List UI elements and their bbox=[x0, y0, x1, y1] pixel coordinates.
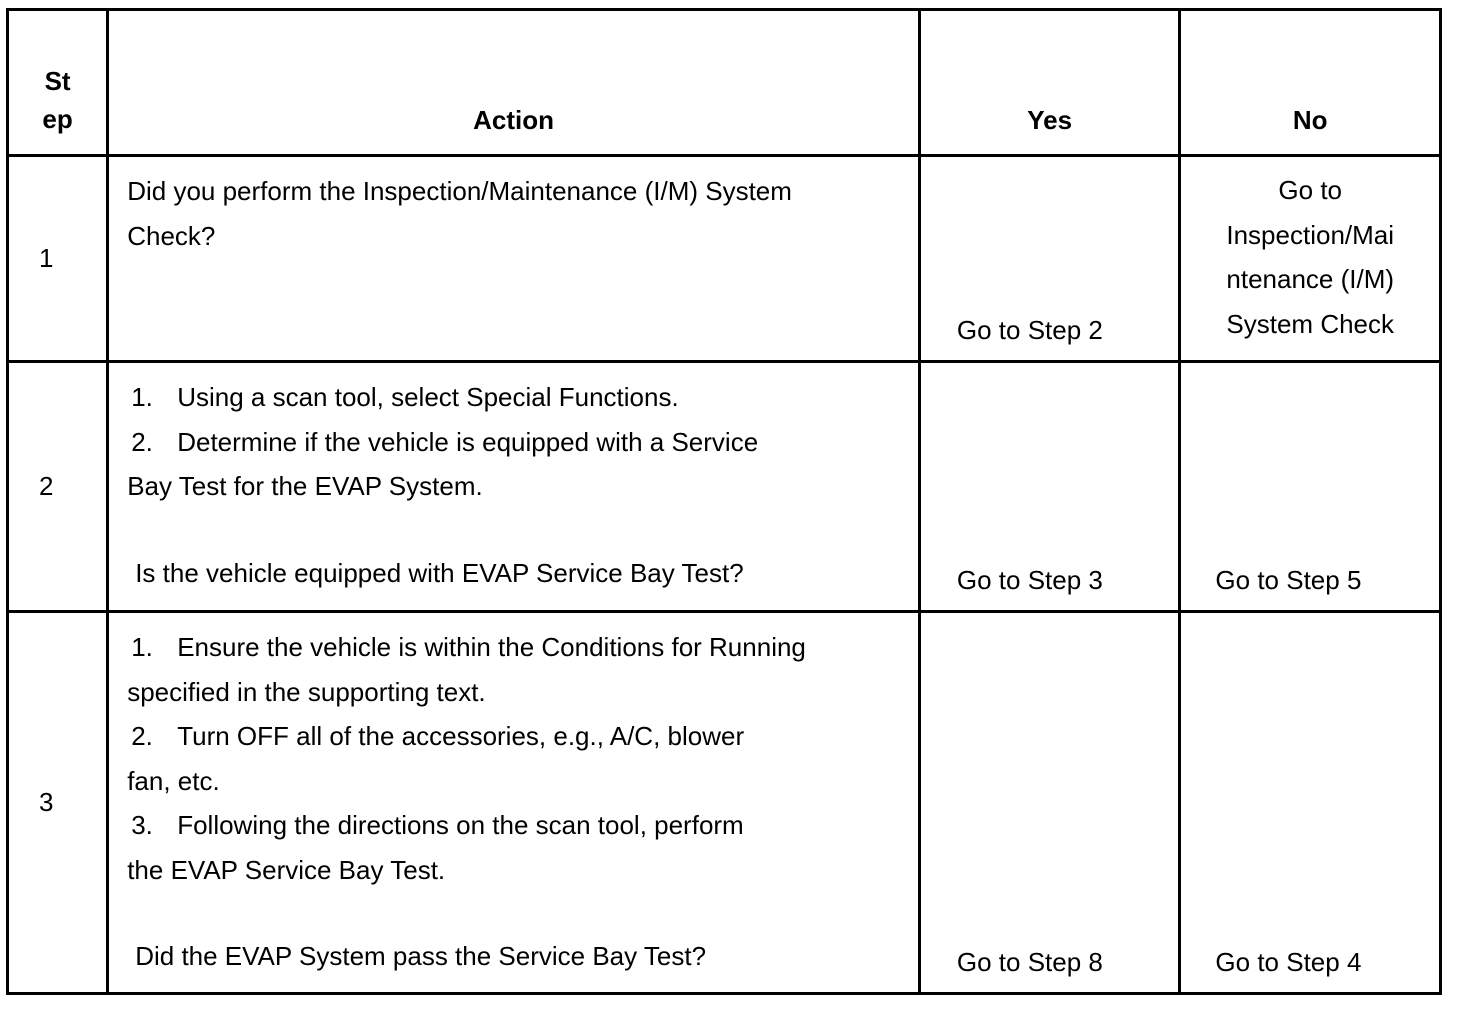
action-cell bbox=[108, 156, 920, 362]
no-cell: Go to Step 5 bbox=[1180, 362, 1441, 612]
yes-cell: Go to Step 8 bbox=[919, 612, 1180, 994]
step-number: 3 bbox=[8, 612, 108, 994]
list-item-text: Using a scan tool, select Special Functions. bbox=[177, 382, 679, 412]
list-item-number: 1. bbox=[131, 632, 153, 662]
action-question: Did the EVAP System pass the Service Bay Test? bbox=[135, 941, 707, 971]
action-cell bbox=[108, 612, 920, 994]
list-item-text: Determine if the vehicle is equipped with a Service bbox=[177, 426, 759, 457]
list-item-number: 3. bbox=[131, 810, 153, 840]
diagnostic-table bbox=[6, 8, 1442, 995]
header-yes: Yes bbox=[919, 10, 1180, 156]
no-line: Inspection/Mai bbox=[1226, 219, 1395, 250]
list-item-number: 2. bbox=[131, 426, 153, 457]
table-row bbox=[8, 156, 1441, 362]
list-item bbox=[127, 625, 918, 670]
list-item-continuation: Bay Test for the EVAP System. bbox=[127, 471, 483, 501]
list-item-text: Ensure the vehicle is within the Conditions for Running bbox=[177, 632, 806, 662]
step-number: 1 bbox=[8, 156, 108, 362]
action-line: Check? bbox=[127, 220, 216, 251]
yes-cell: Go to Step 2 bbox=[919, 156, 1180, 362]
list-item-number: 2. bbox=[131, 721, 153, 751]
list-item bbox=[127, 714, 918, 759]
no-cell bbox=[1180, 156, 1441, 362]
step-number: 2 bbox=[8, 362, 108, 612]
list-item-continuation: specified in the supporting text. bbox=[127, 676, 486, 707]
header-step-line1: St bbox=[44, 66, 71, 96]
table-row bbox=[8, 362, 1441, 612]
list-item-text: Turn OFF all of the accessories, e.g., A/C, blower bbox=[177, 721, 745, 751]
no-cell: Go to Step 4 bbox=[1180, 612, 1441, 994]
action-question: Is the vehicle equipped with EVAP Service Bay Test? bbox=[135, 557, 744, 588]
list-item bbox=[127, 803, 918, 848]
header-action: Action bbox=[108, 10, 920, 156]
list-item-number: 1. bbox=[131, 382, 153, 412]
list-item bbox=[127, 420, 918, 465]
no-line: Go to bbox=[1278, 175, 1342, 205]
action-line: Did you perform the Inspection/Maintenance (I/M) System bbox=[127, 176, 792, 206]
list-item bbox=[127, 375, 918, 420]
header-step bbox=[8, 10, 108, 156]
table-row bbox=[8, 612, 1441, 994]
header-step-line2: ep bbox=[42, 104, 73, 134]
yes-cell: Go to Step 3 bbox=[919, 362, 1180, 612]
action-cell bbox=[108, 362, 920, 612]
list-item-text: Following the directions on the scan tool, perform bbox=[177, 810, 744, 840]
list-item-continuation: fan, etc. bbox=[127, 765, 220, 796]
header-row bbox=[8, 10, 1441, 156]
header-no: No bbox=[1180, 10, 1441, 156]
list-item-continuation: the EVAP Service Bay Test. bbox=[127, 854, 446, 885]
no-line: ntenance (I/M) bbox=[1226, 264, 1395, 294]
no-line: System Check bbox=[1226, 308, 1395, 339]
